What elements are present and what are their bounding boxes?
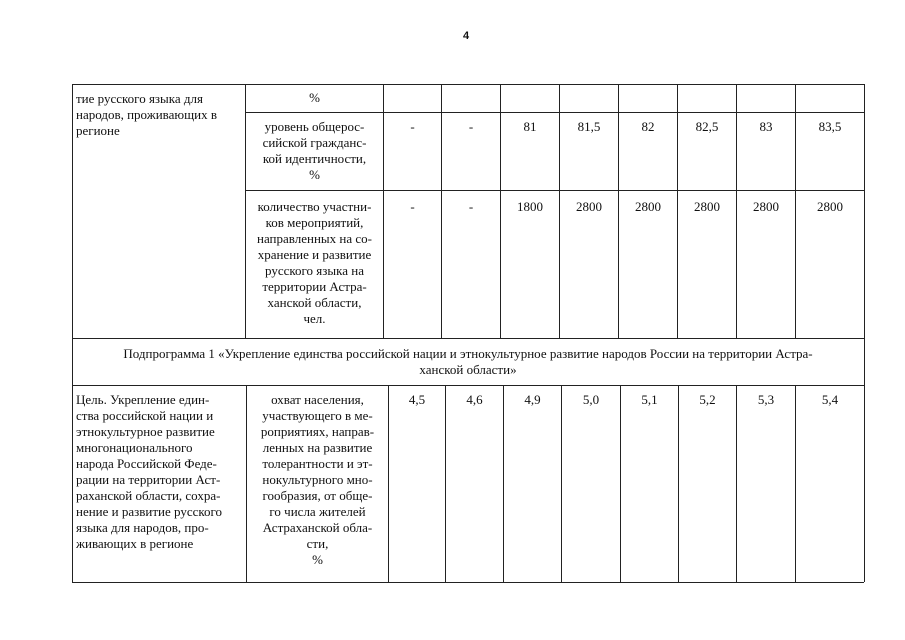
goal-line: рации на территории Аст- [76,472,221,487]
indicator-line: уровень общерос- [264,119,365,134]
value-cell: 4,5 [408,392,426,407]
indicator-line: % [309,167,320,182]
goal-line: Цель. Укрепление един- [76,392,210,407]
value-cell: 2800 [817,199,843,214]
indicator-line: участвующего в ме- [262,408,373,423]
indicator-line: Астраханской обла- [262,520,373,535]
value-cell: - [410,199,415,214]
indicator-line: русского языка на [265,263,364,278]
value-cell: 5,1 [641,392,658,407]
indicator-population-coverage [247,392,388,568]
value-cell: 4,6 [466,392,483,407]
goal-line: тие русского языка для [76,91,204,106]
indicator-line: ханской области, [267,295,362,310]
goal-line: ства российской нации и [76,408,214,423]
value-cell: 83,5 [818,119,842,134]
goal-line: регионе [76,123,120,138]
indicator-line: чел. [303,311,326,326]
indicator-line: го числа жителей [269,504,366,519]
value-cell: 5,0 [582,392,600,407]
indicator-line: территории Астра- [262,279,367,294]
page-number: 4 [462,30,470,42]
goal-line: народов, проживающих в [76,107,217,122]
goal-text-continued [76,91,244,139]
value-cell: - [468,199,474,214]
value-cell: 2800 [753,199,779,214]
goal-text [76,392,246,552]
goal-line: этнокультурное развитие [76,424,215,439]
indicator-line: ков мероприятий, [265,215,364,230]
subprogram-line: ханской области» [419,362,517,377]
value-cell: 82 [641,119,655,134]
value-cell: 2800 [635,199,661,214]
value-cell: 4,9 [524,392,541,407]
goal-line: раханской области, сохра- [76,488,221,503]
value-cell: 81,5 [577,119,601,134]
value-cell: 5,4 [821,392,839,407]
indicator-line: кой идентичности, [262,151,367,166]
value-cell: 1800 [517,199,543,214]
indicator-line: толерантности и эт- [262,456,373,471]
subprogram-line: Подпрограмма 1 «Укрепление единства российской нации и этнокультурное развитие народов России на территории Астра- [123,346,813,361]
goal-line: языка для народов, про- [76,520,209,535]
indicator-line: ленных на развитие [262,440,373,455]
value-cell: 2800 [576,199,602,214]
indicator-line: гообразия, от обще- [262,488,373,503]
goal-line: народа Российской Феде- [76,456,217,471]
value-cell: 82,5 [695,119,719,134]
value-cell: 5,3 [757,392,775,407]
value-cell: 2800 [694,199,720,214]
goal-line: живающих в регионе [76,536,194,551]
indicator-line: % [312,552,323,567]
indicator-line: количество участни- [257,199,372,214]
indicator-line: охват населения, [271,392,364,407]
indicator-participants [246,199,383,327]
indicator-line: сийской гражданс- [262,135,367,150]
value-cell: - [410,119,415,134]
indicator-line: направленных на со- [257,231,372,246]
indicator-civic-identity [246,119,383,183]
value-cell: 81 [523,119,537,134]
value-cell: 5,2 [699,392,716,407]
goal-line: нение и развитие русского [76,504,223,519]
indicator-line: нокультурного мно- [262,472,373,487]
subprogram-heading [74,346,862,378]
indicator-line: роприятиях, направ- [260,424,375,439]
indicator-line: хранение и развитие [257,247,372,262]
value-cell: 83 [759,119,773,134]
value-cell: - [468,119,474,134]
goal-line: многонационального [76,440,193,455]
indicator-line: сти, [306,536,329,551]
unit-percent: % [309,90,320,105]
